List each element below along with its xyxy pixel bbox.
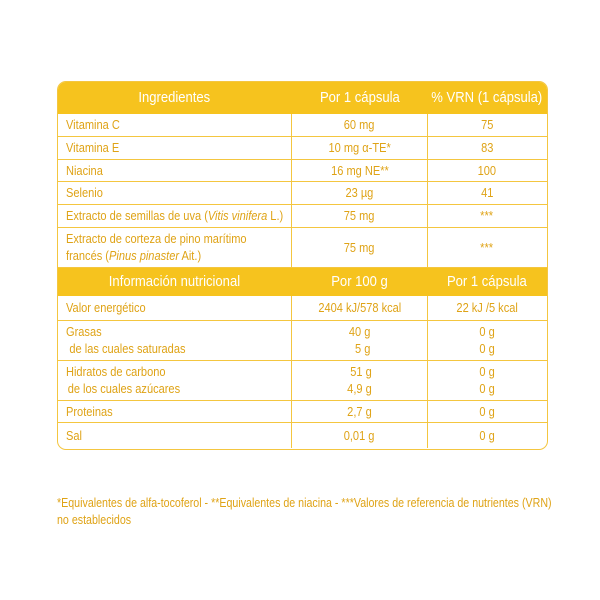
- header-cell-per-capsule: [428, 268, 546, 295]
- per-capsule-cell: [428, 361, 546, 400]
- nutrient-name-cell: [58, 321, 292, 360]
- per-100g-value: 2,7 g: [347, 403, 372, 419]
- vrn-percent: 75: [480, 117, 494, 132]
- amount-per-capsule-cell: [292, 137, 428, 159]
- vrn-percent: 100: [477, 162, 497, 178]
- vrn-percent-cell: [428, 205, 546, 227]
- per-100g-value: 40 g: [348, 324, 371, 339]
- ingredient-row: [58, 228, 547, 268]
- per-100g-value: 2404 kJ/578 kcal: [318, 300, 401, 315]
- per-capsule-value: 22 kJ /5 kcal: [456, 300, 518, 315]
- ingredient-name: Niacina: [66, 162, 103, 178]
- nutrition-row: [58, 296, 547, 321]
- vrn-percent: ***: [480, 208, 494, 223]
- per-capsule-cell: [428, 423, 546, 448]
- amount-per-capsule: 75 mg: [344, 239, 375, 255]
- ingredient-name-text: Extracto de semillas de uva (: [66, 208, 208, 223]
- ingredient-name-cell: [58, 228, 292, 267]
- ingredient-name-cell: [58, 205, 292, 227]
- nutrient-name-cell: [58, 423, 292, 448]
- amount-per-capsule: 75 mg: [344, 208, 375, 223]
- nutrition-row: [58, 423, 547, 448]
- vrn-percent-cell: [428, 137, 546, 159]
- amount-per-capsule-cell: [292, 182, 428, 204]
- amount-per-capsule: 16 mg NE**: [330, 162, 389, 178]
- ingredient-name: Vitamina C: [66, 117, 120, 132]
- per-capsule-cell: [428, 321, 546, 360]
- amount-per-capsule-cell: [292, 228, 428, 267]
- amount-per-capsule-cell: [292, 160, 428, 181]
- nutrition-table: [57, 81, 548, 450]
- column-header: Ingredientes: [138, 88, 211, 106]
- nutrient-name: Grasas: [66, 324, 102, 339]
- footnote-text: no establecidos: [57, 512, 132, 527]
- ingredient-name-cell: [58, 114, 292, 136]
- amount-per-capsule: 23 µg: [345, 185, 374, 200]
- ingredient-row: [58, 114, 547, 137]
- header-cell-ingredients: [58, 82, 292, 113]
- nutrient-name-cell: [58, 401, 292, 422]
- footnote-line: [57, 494, 557, 511]
- ingredient-row: [58, 160, 547, 182]
- ingredient-name-text: francés (: [66, 247, 109, 263]
- vrn-percent-cell: [428, 228, 546, 267]
- per-100g-cell: [292, 321, 428, 360]
- vrn-percent-cell: [428, 160, 546, 181]
- header-cell-per-100g: [292, 268, 428, 295]
- ingredient-name: Selenio: [66, 185, 103, 200]
- nutrient-subname: de los cuales azúcares: [67, 380, 181, 396]
- per-capsule-subvalue: 0 g: [479, 340, 495, 356]
- ingredient-row: [58, 137, 547, 160]
- vrn-percent-cell: [428, 114, 546, 136]
- nutrition-row: [58, 361, 547, 401]
- per-100g-subvalue: 4,9 g: [347, 380, 372, 396]
- nutrient-name-cell: [58, 361, 292, 400]
- footnote-text: *Equivalentes de alfa-tocoferol - **Equivalentes de niacina - ***Valores de referencia de nutrientes (VRN): [57, 495, 552, 510]
- ingredient-name-cell: [58, 160, 292, 181]
- footnote: [57, 494, 557, 528]
- per-100g-stack: [347, 364, 372, 397]
- nutrient-name: Hidratos de carbono: [66, 364, 166, 379]
- ingredient-name-text: Ait.): [179, 247, 202, 263]
- ingredient-name-cell: [58, 137, 292, 159]
- per-100g-cell: [292, 423, 428, 448]
- amount-per-capsule: 60 mg: [344, 117, 375, 132]
- column-header: Información nutricional: [108, 272, 241, 290]
- per-capsule-value: 0 g: [479, 403, 495, 419]
- ingredient-name-text: L.): [267, 208, 284, 223]
- per-capsule-value: 0 g: [479, 364, 495, 379]
- nutrient-subname: de las cuales saturadas: [69, 340, 186, 356]
- column-header: Por 1 cápsula: [447, 272, 527, 290]
- per-100g-cell: [292, 296, 428, 320]
- amount-per-capsule: 10 mg α-TE*: [328, 140, 391, 155]
- nutrient-name: Sal: [66, 427, 82, 443]
- per-100g-value: 0,01 g: [344, 427, 375, 443]
- nutrient-name-stack: [66, 364, 180, 397]
- per-capsule-stack: [479, 324, 494, 357]
- nutrition-header-row: [58, 268, 547, 296]
- vrn-percent-cell: [428, 182, 546, 204]
- ingredient-name: [66, 208, 283, 224]
- amount-per-capsule-cell: [292, 114, 428, 136]
- nutrient-name: Valor energético: [66, 300, 146, 315]
- ingredient-row: [58, 182, 547, 205]
- per-capsule-value: 0 g: [479, 324, 495, 339]
- header-cell-nutrition-info: [58, 268, 292, 295]
- ingredient-name: Vitamina E: [66, 140, 120, 155]
- per-capsule-cell: [428, 296, 546, 320]
- nutrient-name-stack: [66, 324, 186, 357]
- nutrient-name: Proteinas: [66, 403, 113, 419]
- per-capsule-subvalue: 0 g: [479, 380, 495, 396]
- nutrition-row: [58, 321, 547, 361]
- per-capsule-stack: [479, 364, 494, 397]
- header-cell-per-capsule: [292, 82, 428, 113]
- vrn-percent: ***: [480, 239, 494, 255]
- ingredient-name: [66, 231, 247, 264]
- latin-name: Vitis vinifera: [207, 208, 268, 223]
- ingredient-name-line: [66, 248, 247, 265]
- footnote-line: [57, 511, 557, 528]
- nutrition-row: [58, 401, 547, 423]
- amount-per-capsule-cell: [292, 205, 428, 227]
- header-cell-vrn: [428, 82, 546, 113]
- per-capsule-value: 0 g: [479, 427, 495, 443]
- per-100g-value: 51 g: [350, 364, 372, 379]
- per-100g-cell: [292, 401, 428, 422]
- ingredient-row: [58, 205, 547, 228]
- column-header: Por 1 cápsula: [319, 88, 400, 106]
- per-100g-cell: [292, 361, 428, 400]
- per-100g-stack: [349, 324, 371, 357]
- latin-name: Pinus pinaster: [108, 247, 180, 263]
- ingredient-name-line: Extracto de corteza de pino marítimo: [66, 231, 247, 246]
- vrn-percent: 41: [480, 185, 494, 200]
- ingredients-header-row: [58, 82, 547, 114]
- per-capsule-cell: [428, 401, 546, 422]
- ingredient-name-cell: [58, 182, 292, 204]
- vrn-percent: 83: [480, 140, 494, 155]
- column-header: % VRN (1 cápsula): [431, 88, 543, 106]
- per-100g-subvalue: 5 g: [354, 340, 371, 356]
- column-header: Por 100 g: [331, 272, 388, 290]
- nutrient-name-cell: [58, 296, 292, 320]
